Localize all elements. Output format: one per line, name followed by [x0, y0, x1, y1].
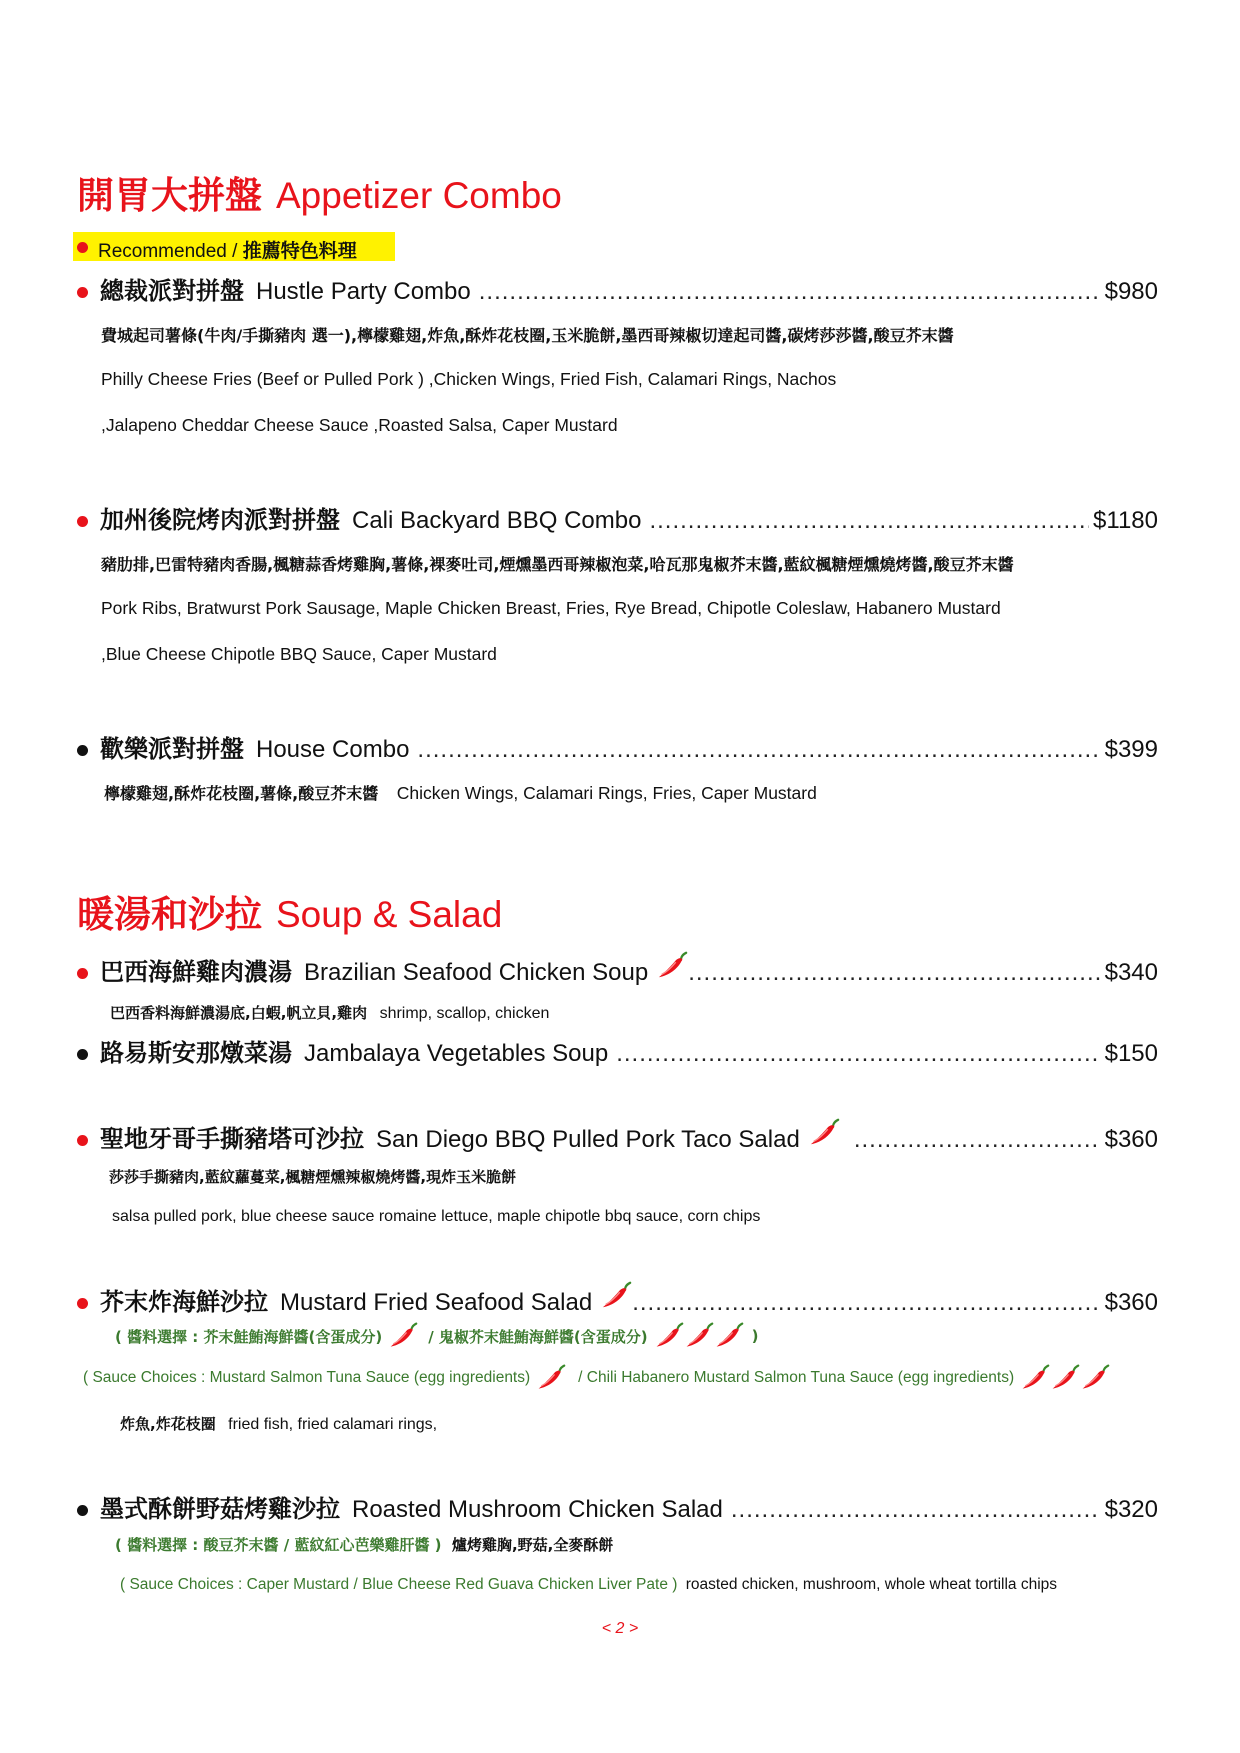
sauce-option-en: ( Sauce Choices : Mustard Salmon Tuna Sauce (egg ingredients): [83, 1369, 531, 1386]
sauce-close-paren: ): [751, 1327, 759, 1345]
item-name-en: Hustle Party Combo: [256, 278, 471, 305]
item-price: $1180: [1093, 507, 1158, 534]
section-title-soup-salad: [77, 884, 502, 938]
chili-spicy-icon: [536, 1364, 566, 1392]
page-number: < 2 >: [601, 1620, 639, 1637]
dot-leader: [731, 1496, 1101, 1524]
item-desc-zh: 豬肋排,巴雷特豬肉香腸,楓糖蒜香烤雞胸,薯條,裸麥吐司,煙燻墨西哥辣椒泡菜,哈瓦那鬼椒芥末醬,藍紋楓糖煙燻燒烤醬,酸豆芥末醬: [101, 555, 1014, 574]
item-name-en: Cali Backyard BBQ Combo: [352, 507, 642, 534]
item-desc-en: Philly Cheese Fries (Beef or Pulled Pork ) ,Chicken Wings, Fried Fish, Calamari Rings, Nachos: [101, 369, 837, 389]
chili-spicy-icon: [600, 1281, 632, 1311]
menu-item-house-combo: [100, 728, 1158, 764]
item-name-en: San Diego BBQ Pulled Pork Taco Salad: [376, 1126, 800, 1153]
sauce-option-zh: ( 醬料選擇 : 芥末鮭鮪海鮮醬(含蛋成分): [115, 1327, 383, 1346]
item-sauce-and-desc-en: [120, 1576, 1057, 1594]
item-desc: [110, 1002, 549, 1023]
sauce-choices-zh: [115, 1322, 759, 1350]
recommended-label-zh: 推薦特色料理: [242, 240, 357, 262]
recommended-label-en: Recommended /: [98, 241, 238, 262]
chili-spicy-icon: [1020, 1364, 1050, 1392]
item-desc: [104, 781, 817, 804]
sauce-choices-en: [83, 1364, 1110, 1392]
dot-leader: [688, 959, 1100, 987]
item-desc-en: roasted chicken, mushroom, whole wheat tortilla chips: [685, 1576, 1058, 1593]
menu-item-jambalaya-vegetables-soup: [100, 1032, 1158, 1068]
chili-spicy-icon: [388, 1322, 418, 1350]
item-name-en: House Combo: [256, 736, 410, 763]
menu-item-hustle-party-combo: [100, 270, 1158, 306]
item-sauce-and-desc-zh: [115, 1534, 613, 1555]
dot-leader: [616, 1040, 1100, 1068]
bullet: [77, 1505, 88, 1516]
item-desc-zh: 巴西香料海鮮濃湯底,白蝦,帆立貝,雞肉: [110, 1004, 368, 1022]
item-name-zh: 總裁派對拼盤: [100, 277, 244, 305]
item-name-zh: 路易斯安那燉菜湯: [100, 1039, 292, 1067]
item-desc-en: ,Blue Cheese Chipotle BBQ Sauce, Caper Mustard: [101, 644, 497, 664]
item-name-en: Brazilian Seafood Chicken Soup: [304, 959, 649, 986]
recommended-bullet: [77, 968, 88, 979]
chili-spicy-icon: [654, 1322, 684, 1350]
item-price: $360: [1104, 1289, 1158, 1316]
item-desc: [120, 1413, 437, 1434]
item-name-zh: 墨式酥餅野菇烤雞沙拉: [100, 1495, 340, 1523]
recommended-bullet: [77, 242, 88, 253]
recommended-bullet: [77, 516, 88, 527]
item-desc-en: Chicken Wings, Calamari Rings, Fries, Caper Mustard: [396, 783, 817, 803]
item-name-en: Roasted Mushroom Chicken Salad: [352, 1496, 723, 1523]
item-price: $360: [1104, 1126, 1158, 1153]
sauce-option-zh: / 鬼椒芥末鮭鮪海鮮醬(含蛋成分): [428, 1327, 648, 1346]
dot-leader: [632, 1289, 1100, 1317]
chili-spicy-icon: [808, 1118, 840, 1148]
menu-item-brazilian-seafood-chicken-soup: [100, 951, 1158, 987]
bullet: [77, 745, 88, 756]
item-name-en: Mustard Fried Seafood Salad: [280, 1289, 593, 1316]
recommended-bullet: [77, 1135, 88, 1146]
item-desc-zh: 炸魚,炸花枝圈: [120, 1415, 216, 1433]
item-price: $980: [1104, 278, 1158, 305]
menu-item-cali-backyard-bbq-combo: [100, 499, 1158, 535]
item-name-zh: 巴西海鮮雞肉濃湯: [100, 958, 292, 986]
menu-item-mustard-fried-seafood-salad: [100, 1281, 1158, 1317]
recommended-bullet: [77, 1298, 88, 1309]
item-price: $320: [1104, 1496, 1158, 1523]
sauce-option-en: / Chili Habanero Mustard Salmon Tuna Sauce (egg ingredients): [578, 1369, 1015, 1386]
item-desc-en: fried fish, fried calamari rings,: [228, 1416, 438, 1433]
item-name-en: Jambalaya Vegetables Soup: [304, 1040, 609, 1067]
item-name-zh: 聖地牙哥手撕豬塔可沙拉: [100, 1125, 364, 1153]
item-desc-en: Pork Ribs, Bratwurst Pork Sausage, Maple Chicken Breast, Fries, Rye Bread, Chipotle Coleslaw, Habanero Mustard: [101, 598, 1001, 618]
item-name-zh: 歡樂派對拼盤: [100, 735, 244, 763]
item-desc-zh: 費城起司薯條(牛肉/手撕豬肉 選一),檸檬雞翅,炸魚,酥炸花枝圈,玉米脆餅,墨西哥辣椒切達起司醬,碳烤莎莎醬,酸豆芥末醬: [101, 326, 954, 345]
menu-item-roasted-mushroom-chicken-salad: [100, 1488, 1158, 1524]
sauce-choices-en: ( Sauce Choices : Caper Mustard / Blue Cheese Red Guava Chicken Liver Pate ): [120, 1576, 678, 1593]
dot-leader: [417, 736, 1100, 764]
item-desc-en: ,Jalapeno Cheddar Cheese Sauce ,Roasted Salsa, Caper Mustard: [101, 415, 618, 435]
item-name-zh: 芥末炸海鮮沙拉: [100, 1288, 268, 1316]
item-desc-zh: 莎莎手撕豬肉,藍紋蘿蔓菜,楓糖煙燻辣椒燒烤醬,現炸玉米脆餅: [109, 1168, 517, 1186]
menu-item-san-diego-pulled-pork-taco-salad: [100, 1118, 1158, 1154]
section-title-appetizer: [77, 165, 562, 219]
chili-spicy-icon: [1050, 1364, 1080, 1392]
item-name-zh: 加州後院烤肉派對拼盤: [100, 506, 340, 534]
section-title-zh: 開胃大拼盤: [77, 174, 262, 217]
item-desc-zh: 爐烤雞胸,野菇,全麥酥餅: [451, 1536, 614, 1554]
dot-leader: [479, 278, 1101, 306]
chili-spicy-icon: [656, 951, 688, 981]
bullet: [77, 1049, 88, 1060]
sauce-choices-zh: ( 醬料選擇 : 酸豆芥末醬 / 藍紋紅心芭樂雞肝醬 ): [115, 1536, 442, 1554]
section-title-en: Soup & Salad: [276, 894, 503, 935]
dot-leader: [649, 507, 1089, 535]
chili-spicy-icon: [714, 1322, 744, 1350]
recommended-legend: [98, 236, 357, 263]
item-desc-en: salsa pulled pork, blue cheese sauce romaine lettuce, maple chipotle bbq sauce, corn chips: [112, 1208, 761, 1225]
section-title-en: Appetizer Combo: [276, 175, 562, 216]
dot-leader: [854, 1126, 1101, 1154]
recommended-bullet: [77, 287, 88, 298]
chili-spicy-icon: [684, 1322, 714, 1350]
item-price: $150: [1104, 1040, 1158, 1067]
item-desc-en: shrimp, scallop, chicken: [379, 1005, 550, 1022]
item-desc-zh: 檸檬雞翅,酥炸花枝圈,薯條,酸豆芥末醬: [104, 784, 379, 803]
section-title-zh: 暖湯和沙拉: [77, 893, 262, 936]
chili-spicy-icon: [1080, 1364, 1110, 1392]
item-price: $399: [1104, 736, 1158, 763]
item-price: $340: [1104, 959, 1158, 986]
